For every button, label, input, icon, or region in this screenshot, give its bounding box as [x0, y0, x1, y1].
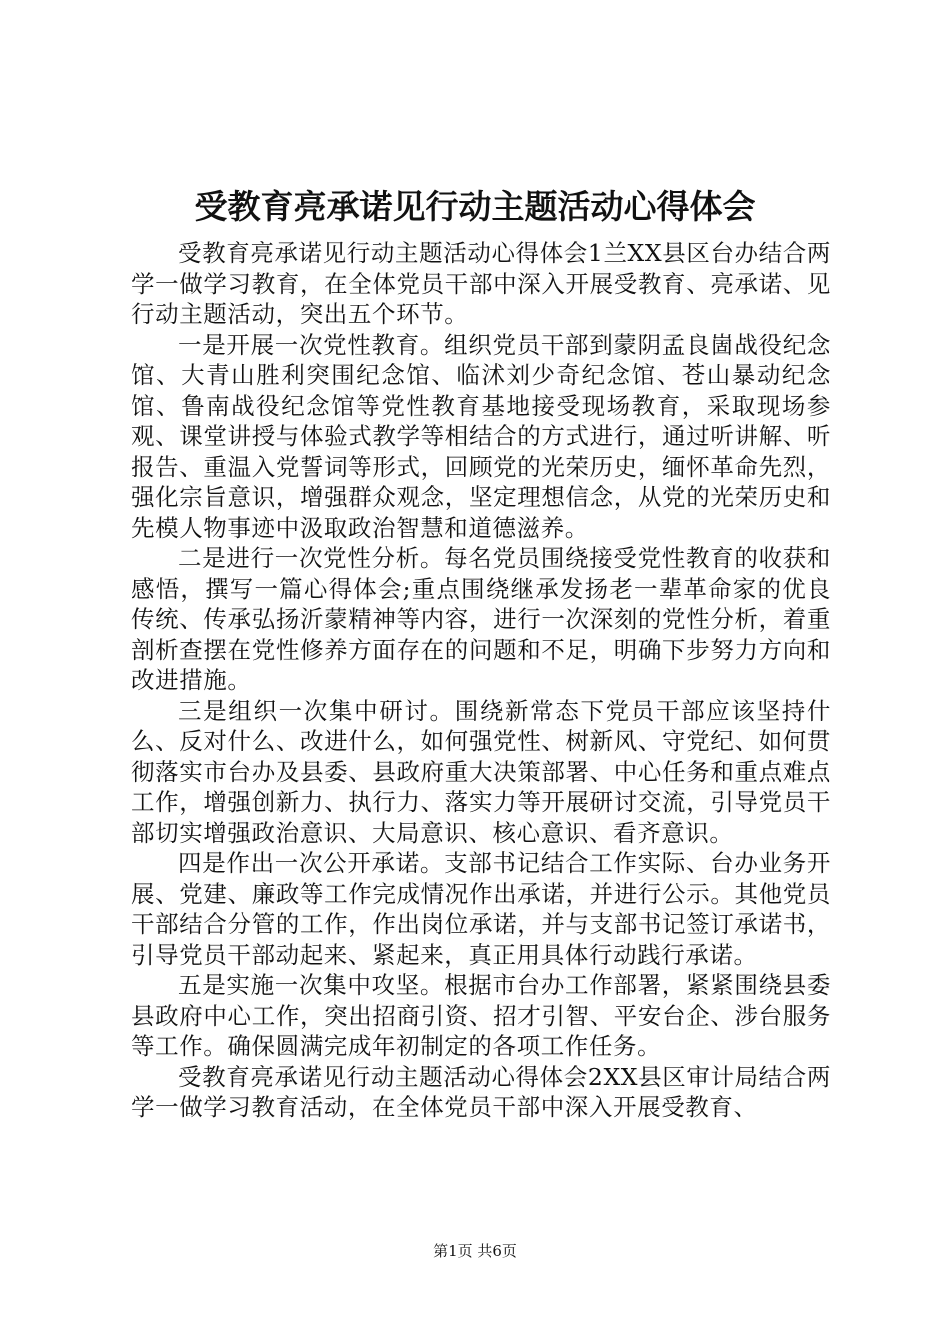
- paragraph-public-commitment: 四是作出一次公开承诺。支部书记结合工作实际、台办业务开展、党建、廉政等工作完成情况作出承诺，并进行公示。其他党员干部结合分管的工作，作出岗位承诺，并与支部书记签订承诺书，引导党员干部动起来、紧起来，真正用具体行动践行承诺。: [131, 849, 831, 969]
- paragraph-intro: 受教育亮承诺见行动主题活动心得体会1兰XX县区台办结合两学一做学习教育，在全体党员干部中深入开展受教育、亮承诺、见行动主题活动，突出五个环节。: [131, 239, 831, 328]
- paragraph-discussion: 三是组织一次集中研讨。围绕新常态下党员干部应该坚持什么、反对什么、改进什么，如何强党性、树新风、守党纪、如何贯彻落实市台办及县委、县政府重大决策部署、中心任务和重点难点工作，增强创新力、执行力、落实力等开展研讨交流，引导党员干部切实增强政治意识、大局意识、核心意识、看齐意识。: [131, 696, 831, 847]
- document-title: 受教育亮承诺见行动主题活动心得体会: [194, 187, 756, 226]
- document-body: [131, 238, 831, 1123]
- page-number: 第1页 共6页: [433, 1242, 517, 1260]
- paragraph-second-article: 受教育亮承诺见行动主题活动心得体会2XX县区审计局结合两学一做学习教育活动，在全体党员干部中深入开展受教育、: [131, 1062, 831, 1121]
- paragraph-party-analysis: 二是进行一次党性分析。每名党员围绕接受党性教育的收获和感悟，撰写一篇心得体会;重点围绕继承发扬老一辈革命家的优良传统、传承弘扬沂蒙精神等内容，进行一次深刻的党性分析，着重剖析查摆在党性修养方面存在的问题和不足，明确下步努力方向和改进措施。: [131, 544, 831, 694]
- paragraph-tackling: 五是实施一次集中攻坚。根据市台办工作部署，紧紧围绕县委县政府中心工作，突出招商引资、招才引智、平安台企、涉台服务等工作。确保圆满完成年初制定的各项工作任务。: [131, 971, 831, 1060]
- paragraph-party-education: 一是开展一次党性教育。组织党员干部到蒙阴孟良崮战役纪念馆、大青山胜利突围纪念馆、临沭刘少奇纪念馆、苍山暴动纪念馆、鲁南战役纪念馆等党性教育基地接受现场教育，采取现场参观、课堂讲授与体验式教学等相结合的方式进行，通过听讲解、听报告、重温入党誓词等形式，回顾党的光荣历史，缅怀革命先烈，强化宗旨意识，增强群众观念，坚定理想信念，从党的光荣历史和先模人物事迹中汲取政治智慧和道德滋养。: [131, 330, 831, 542]
